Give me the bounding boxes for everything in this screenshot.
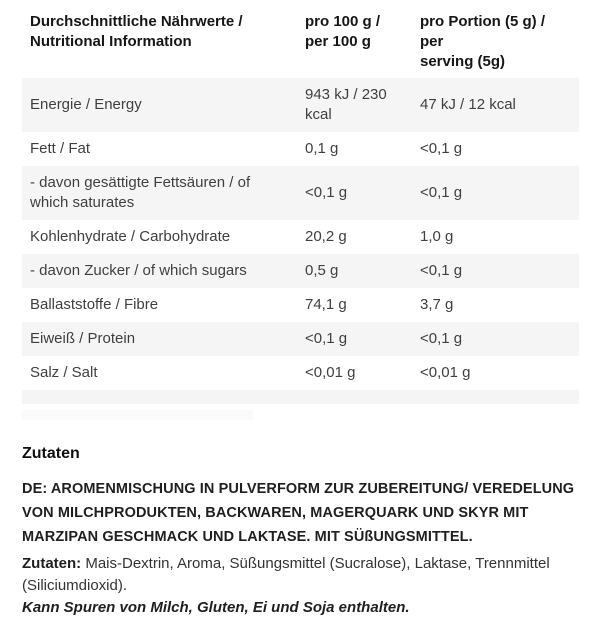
value-per-100g: 74,1 g [305,296,347,313]
table-row-protein [22,322,579,356]
table-row-fibre [22,288,579,322]
nutrient-label: Eiweiß / Protein [30,330,136,347]
value-per-portion: <0,1 g [420,330,463,347]
column-header-per100g-line2: per 100 g [305,33,371,50]
product-description-line1: DE: AROMENMISCHUNG IN PULVERFORM ZUR ZUBEREITUNG/ VEREDELUNG [22,481,575,497]
value-per-portion: 3,7 g [420,296,454,313]
table-empty-footer-row [22,390,579,404]
value-per-100g: 943 kJ / 230 kcal [305,86,387,123]
column-header-per100g [297,10,412,58]
value-per-portion: <0,1 g [420,184,463,201]
product-description-line3: MARZIPAN GESCHMACK UND LAKTASE. MIT SÜßUNGSMITTEL. [22,529,473,545]
nutrient-label: Energie / Energy [30,96,142,113]
horizontal-scrollbar-thumb[interactable] [22,410,253,420]
column-header-portion [412,10,579,78]
nutrient-label: Salz / Salt [30,364,98,381]
column-header-portion-line2: serving (5g) [420,53,506,70]
nutrient-label: Fett / Fat [30,140,91,157]
ingredients-heading: Zutaten [22,445,80,462]
nutrient-label: Kohlenhydrate / Carbohydrate [30,228,231,245]
value-per-portion: <0,1 g [420,262,463,279]
table-row-saturates [22,166,579,220]
ingredients-list [22,553,579,597]
column-header-nutrient-line2: Nutritional Information [30,33,192,50]
value-per-100g: 0,1 g [305,140,339,157]
table-row-salt [22,356,579,390]
nutrition-table [22,10,579,404]
value-per-100g: 20,2 g [305,228,347,245]
nutrient-label: - davon gesättigte Fettsäuren / of which saturates [30,174,251,211]
value-per-portion: <0,1 g [420,140,463,157]
column-header-per100g-line1: pro 100 g / [305,13,381,30]
value-per-portion: 1,0 g [420,228,454,245]
value-per-portion: <0,01 g [420,364,471,381]
value-per-100g: <0,1 g [305,184,348,201]
nutrient-label: Ballaststoffe / Fibre [30,296,159,313]
nutrition-table-header-row [22,10,579,78]
table-row-carbohydrate [22,220,579,254]
value-per-portion: 47 kJ / 12 kcal [420,96,516,113]
value-per-100g: <0,1 g [305,330,348,347]
table-row-sugars [22,254,579,288]
nutrient-label: - davon Zucker / of which sugars [30,262,247,279]
column-header-portion-line1: pro Portion (5 g) / per [420,13,545,50]
column-header-nutrient-line1: Durchschnittliche Nährwerte / [30,13,243,30]
ingredients-list-label: Zutaten: [22,555,82,572]
table-row-energy [22,78,579,132]
product-description [22,477,579,549]
ingredients-list-text: Mais-Dextrin, Aroma, Süßungsmittel (Sucralose), Laktase, Trennmittel (Siliciumdioxid). [22,555,550,594]
allergen-note: Kann Spuren von Milch, Gluten, Ei und Soja enthalten. [22,599,410,616]
value-per-100g: <0,01 g [305,364,356,381]
table-row-fat [22,132,579,166]
product-description-line2: VON MILCHPRODUKTEN, BACKWAREN, MAGERQUARK UND SKYR MIT [22,505,529,521]
value-per-100g: 0,5 g [305,262,339,279]
column-header-nutrient [22,10,297,58]
